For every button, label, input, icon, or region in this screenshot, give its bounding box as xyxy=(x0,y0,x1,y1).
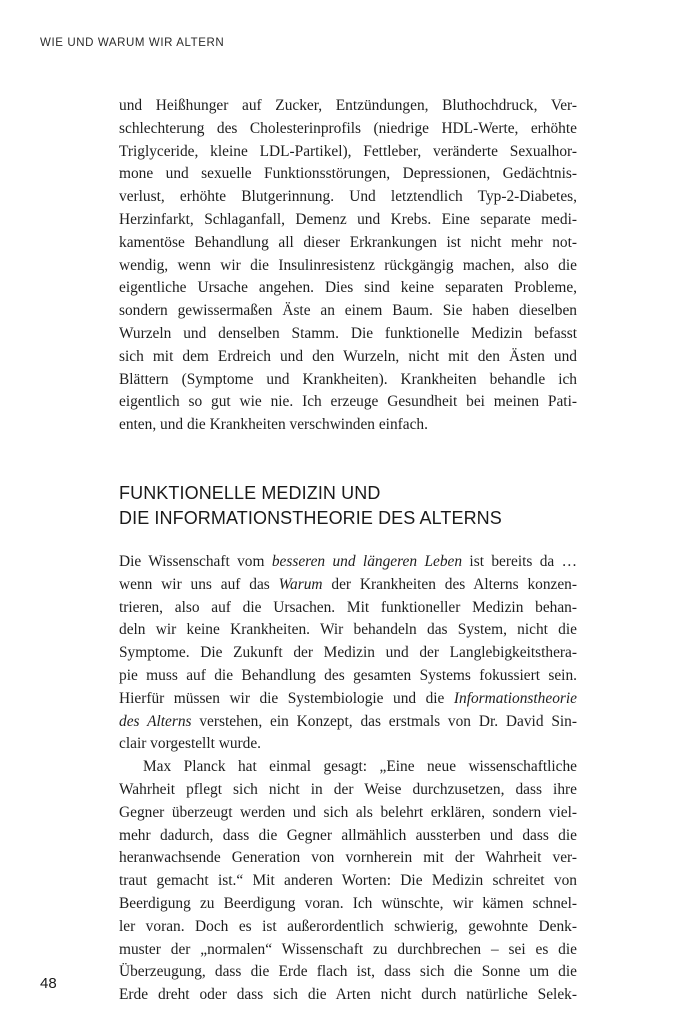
emphasis: des Alterns xyxy=(119,712,192,730)
text-line xyxy=(119,711,577,734)
text-line: mehr dadurch, dass die Gegner allmählich aussterben und dass die xyxy=(119,826,577,844)
text-line: clair vorgestellt wurde. xyxy=(119,735,262,753)
text-line xyxy=(119,688,577,711)
text-line: kamentöse Behandlung all dieser Erkrankungen ist nicht mehr not- xyxy=(119,233,577,251)
text-run: ist bereits da … xyxy=(462,552,577,570)
text-line: Beerdigung zu Beerdigung voran. Ich wünschte, wir kämen schnel- xyxy=(119,894,577,912)
text-line: eigentliche Ursache angehen. Dies sind keine separaten Probleme, xyxy=(119,279,577,297)
text-line: Herzinfarkt, Schlaganfall, Demenz und Krebs. Eine separate medi- xyxy=(119,210,577,228)
text-line: Blättern (Symptome und Krankheiten). Krankheiten behandle ich xyxy=(119,370,577,388)
paragraph-1 xyxy=(119,95,577,437)
text-run: verstehen, ein Konzept, das erstmals von Dr. David Sin- xyxy=(191,712,577,730)
emphasis: Informationstheorie xyxy=(453,689,577,707)
section-heading-line-1: FUNKTIONELLE MEDIZIN UND xyxy=(119,482,381,503)
paragraph-3 xyxy=(119,756,577,1007)
text-run: wenn wir uns auf das xyxy=(119,575,279,593)
text-line: muster der „normalen“ Wissenschaft zu durchbrechen – sei es die xyxy=(119,940,577,958)
text-run: Die Wissenschaft vom xyxy=(119,552,272,570)
text-line: wendig, wenn wir die Insulinresistenz rückgängig machen, also die xyxy=(119,256,577,274)
text-line: Erde dreht oder dass sich die Arten nicht durch natürliche Selek- xyxy=(119,986,577,1004)
text-line xyxy=(119,574,577,597)
page-number: 48 xyxy=(40,975,57,992)
text-line: sondern gewissermaßen Äste an einem Baum. Sie haben dieselben xyxy=(119,302,577,320)
text-line: enten, und die Krankheiten verschwinden einfach. xyxy=(119,416,428,434)
text-run: der Krankheiten des Alterns konzen- xyxy=(322,575,578,593)
text-line: Wurzeln und denselben Stamm. Die funktionelle Medizin befasst xyxy=(119,324,577,342)
section-heading-line-2: DIE INFORMATIONSTHEORIE DES ALTERNS xyxy=(119,507,502,528)
emphasis: besseren und längeren Leben xyxy=(271,552,463,570)
text-line: und Heißhunger auf Zucker, Entzündungen, Bluthochdruck, Ver- xyxy=(119,97,577,114)
text-line: mone und sexuelle Funktionsstörungen, Depressionen, Gedächtnis- xyxy=(119,165,577,183)
text-line: Triglyceride, kleine LDL-Partikel), Fettleber, veränderte Sexualhor- xyxy=(119,142,577,160)
text-line: Überzeugung, dass die Erde flach ist, dass sich die Sonne um die xyxy=(119,963,577,981)
text-line: pie muss auf die Behandlung des gesamten Systems fokussiert sein. xyxy=(119,666,577,684)
text-line: Gegner überzeugt werden und sich als belehrt erklären, sondern viel- xyxy=(119,803,577,821)
text-line: ler voran. Doch es ist außerordentlich schwierig, gewohnte Denk- xyxy=(119,917,577,935)
section-heading xyxy=(119,481,577,531)
text-line: Wahrheit pflegt sich nicht in der Weise durchzusetzen, dass ihre xyxy=(119,780,577,798)
text-run: Hierfür müssen wir die Systembiologie und die xyxy=(119,689,454,707)
emphasis: Warum xyxy=(278,575,323,593)
running-head: WIE UND WARUM WIR ALTERN xyxy=(40,37,225,49)
text-line: heranwachsende Generation von vornherein mit der Wahrheit ver- xyxy=(119,849,577,867)
text-line: Max Planck hat einmal gesagt: „Eine neue wissenschaftliche xyxy=(143,758,577,776)
text-line: Symptome. Die Zukunft der Medizin und der Langlebigkeitsthera- xyxy=(119,644,577,662)
text-line: sich mit dem Erdreich und den Wurzeln, nicht mit den Ästen und xyxy=(119,347,577,365)
paragraph-2 xyxy=(119,551,577,756)
text-line: verlust, erhöhte Blutgerinnung. Und letztendlich Typ-2-Diabetes, xyxy=(119,188,577,206)
text-column xyxy=(119,95,577,1007)
text-line: schlechterung des Cholesterinprofils (niedrige HDL-Werte, erhöhte xyxy=(119,119,577,137)
text-line: eigentlich so gut wie nie. Ich erzeuge Gesundheit bei meinen Pati- xyxy=(119,393,577,411)
text-line: traut gemacht ist.“ Mit anderen Worten: Die Medizin schreitet von xyxy=(119,872,577,890)
text-line xyxy=(119,551,577,574)
text-line: trieren, also auf die Ursachen. Mit funktioneller Medizin behan- xyxy=(119,598,577,616)
text-line: deln wir keine Krankheiten. Wir behandeln das System, nicht die xyxy=(119,621,577,639)
